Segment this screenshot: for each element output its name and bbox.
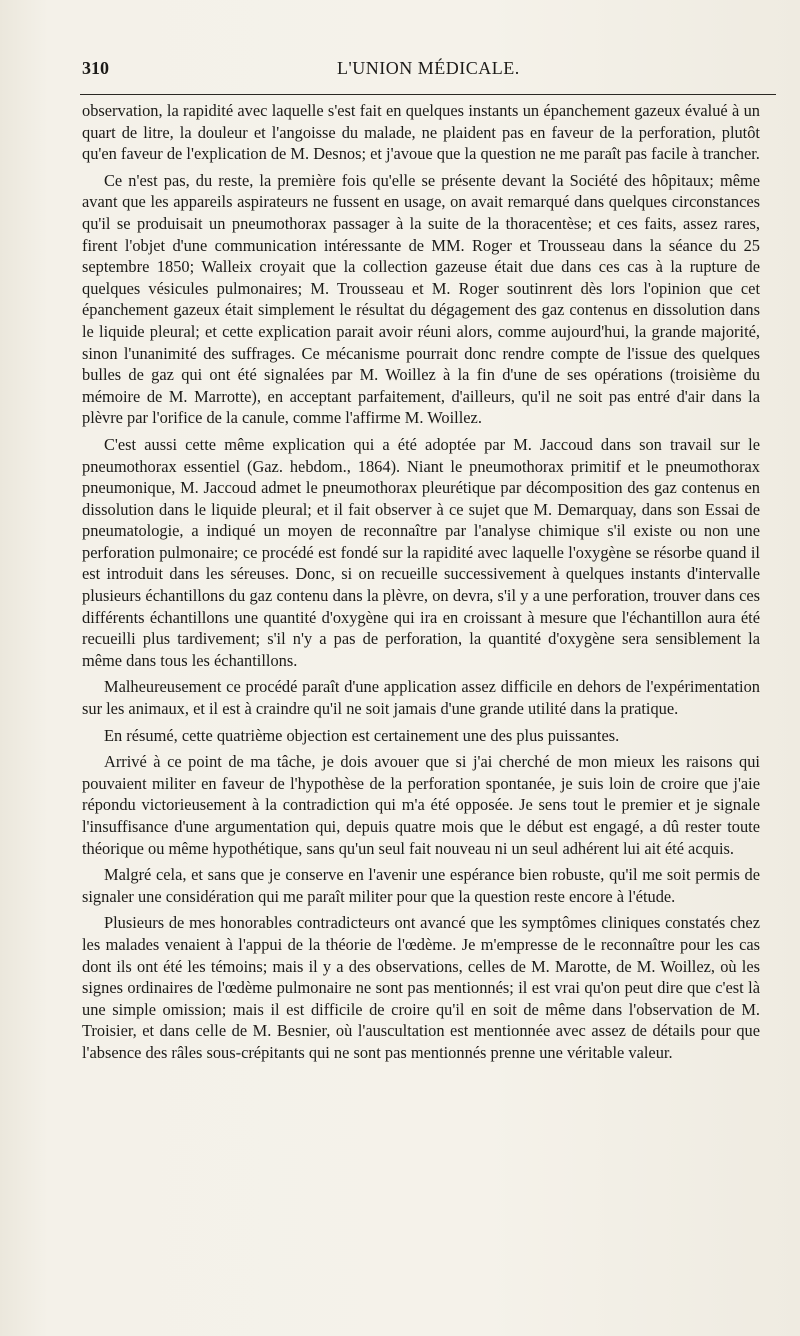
paragraph: Arrivé à ce point de ma tâche, je dois avouer que si j'ai cherché de mon mieux les raisons qui pouvaient militer en faveur de l'hypothèse de la perforation spontanée, je suis loin de croire que j'aie répondu victorieusement à la contradiction qui m'a été opposée. Je sens tout le premier et je signale l'insuffisance d'une argumentation qui, depuis quatre mois que le début est engagé, a dû rester toute théorique ou même hypothétique, sans qu'un seul fait nouveau ni un seul adhérent lui ait été acquis. [82, 752, 760, 858]
article-body [82, 100, 760, 1064]
paragraph: En résumé, cette quatrième objection est certainement une des plus puissantes. [104, 725, 620, 745]
running-title: L'UNION MÉDICALE. [337, 58, 520, 78]
paragraph: Plusieurs de mes honorables contradicteurs ont avancé que les symptômes cliniques constatés chez les malades venaient à l'appui de la théorie de l'œdème. Je m'empresse de le reconnaître pour les cas dont ils ont été les témoins; mais il y a des observations, celles de M. Marotte, de M. Woillez, où les signes ordinaires de l'œdème pulmonaire ne sont pas mentionnés; il est vrai qu'on peut dire que c'est là une simple omission; mais il est difficile de croire qu'il en soit de même dans l'observation de M. Troisier, et dans celle de M. Besnier, où l'auscultation est mentionnée avec assez de détails pour que l'absence des râles sous-crépitants qui ne sont pas mentionnés prenne une véritable valeur. [82, 913, 760, 1062]
header-rule [80, 94, 776, 95]
page-number: 310 [82, 58, 109, 78]
paragraph: observation, la rapidité avec laquelle s'est fait en quelques instants un épanchement gazeux évalué à un quart de litre, la douleur et l'angoisse du malade, ne plaident pas en faveur de la perforation, plutôt qu'en faveur de l'explication de M. Desnos; et j'avoue que la question ne me paraît pas facile à trancher. [82, 101, 760, 164]
paragraph: Ce n'est pas, du reste, la première fois qu'elle se présente devant la Société des hôpitaux; même avant que les appareils aspirateurs ne fussent en usage, on avait remarqué dans quelques circonstances qu'il se produisait un pneumothorax passager à la suite de la thoracentèse; et ces faits, assez rares, firent l'objet d'une communication intéressante de MM. Roger et Trousseau dans la séance du 25 septembre 1850; Walleix croyait que la collection gazeuse était due dans ces cas à la rupture de quelques vésicules pulmonaires; M. Trousseau et M. Roger soutinrent dès lors l'opinion que cet épanchement gazeux était simplement le résultat du dégagement des gaz contenus en dissolution dans le liquide pleural; et cette explication parait avoir réuni alors, comme aujourd'hui, la grande majorité, sinon l'unanimité des suffrages. Ce mécanisme pourrait donc rendre compte de l'issue des quelques bulles de gaz qui ont été signalées par M. Woillez à la fin d'une de ses opérations (troisième du mémoire de M. Marrotte), en acceptant parfaitement, d'ailleurs, qu'il ne soit pas entré d'air dans la plèvre par l'orifice de la canule, comme l'affirme M. Woillez. [82, 170, 760, 428]
paragraph: Malgré cela, et sans que je conserve en l'avenir une espérance bien robuste, qu'il me soit permis de signaler une considération qui me paraît militer pour que la question reste encore à l'étude. [82, 865, 760, 906]
page-header [82, 58, 760, 86]
paragraph: Malheureusement ce procédé paraît d'une application assez difficile en dehors de l'expérimentation sur les animaux, et il est à craindre qu'il ne soit jamais d'une grande utilité dans la pratique. [82, 677, 760, 719]
paragraph: C'est aussi cette même explication qui a été adoptée par M. Jaccoud dans son travail sur le pneumothorax essentiel (Gaz. hebdom., 1864). Niant le pneumothorax primitif et le pneumothorax pneumonique, M. Jaccoud admet le pneumothorax pleurétique par décomposition des gaz contenus en dissolution dans le liquide pleural; et il fait observer à ce sujet que M. Demarquay, dans son Essai de pneumatologie, a indiqué un moyen de reconnaître par l'analyse chimique s'il existe ou non une perforation pulmonaire; ce procédé est fondé sur la rapidité avec laquelle l'oxygène se résorbe quand il est introduit dans les séreuses. Donc, si on recueille successivement à quelques instants d'intervalle plusieurs échantillons du gaz contenu dans la plèvre, on devra, s'il y a une perforation, trouver dans ces différents échantillons une quantité d'oxygène qui ira en croissant à mesure que l'échantillon aura été recueilli plus tardivement; s'il n'y a pas de perforation, la quantité d'oxygène sera sensiblement la même dans tous les échantillons. [82, 434, 760, 670]
